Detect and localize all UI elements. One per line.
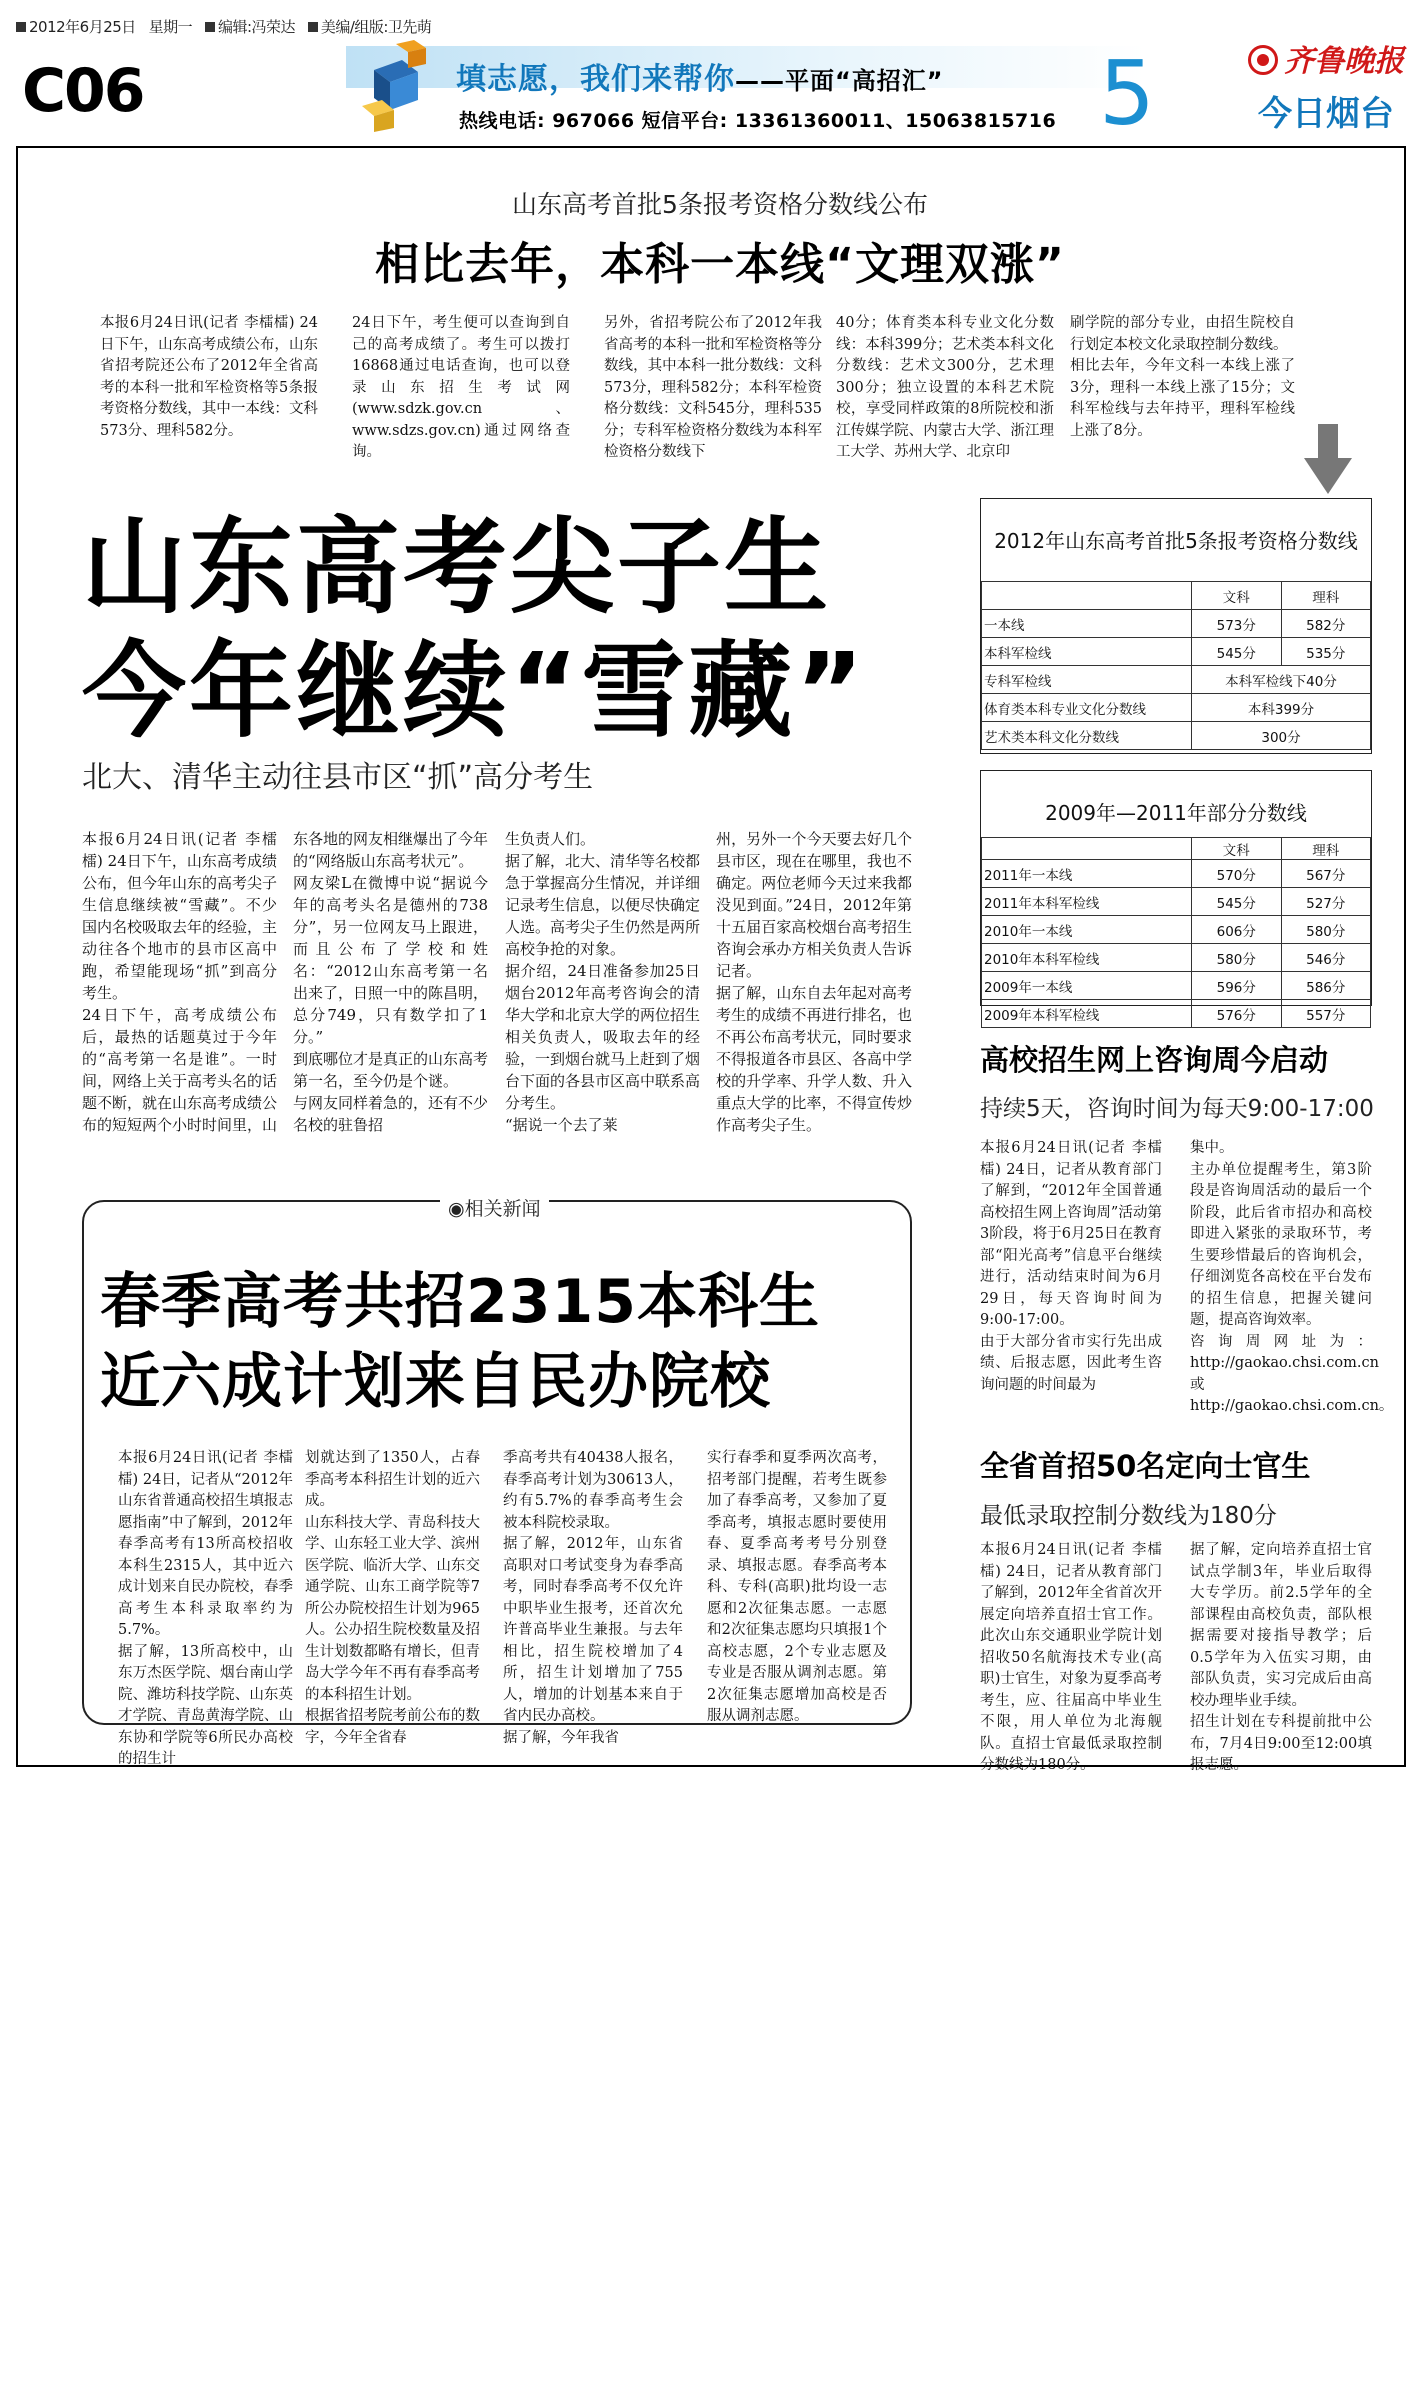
designer-credit: 美编/组版:卫先萌 <box>320 18 432 36</box>
story2-deck: 北大、清华主动往县市区“抓”高分考生 <box>82 760 594 795</box>
table-cell: 理科 <box>1281 838 1371 860</box>
table1-grid <box>981 581 1371 750</box>
table-cell: 2010年一本线 <box>982 916 1192 944</box>
table-header-row <box>982 838 1371 860</box>
edition-name: 今日烟台 <box>1258 94 1394 134</box>
logo-ring-icon <box>1248 45 1278 75</box>
table-cell: 546分 <box>1281 944 1371 972</box>
story5-col2: 据了解，定向培养直招士官试点学制3年，毕业后取得大专学历。前2.5学年的全部课程由高校负责，部队根据需要对接指导教学；后0.5学年为入伍实习期，由部队负责，实习完成后由高校办理毕业手续。 招生计划在专科提前批中公布，7月4日9:00至12:00填报志愿。 <box>1190 1542 1372 1773</box>
table2-grid <box>981 837 1371 1028</box>
masthead-slogan: 填志愿，我们来帮你——平面“高招汇” <box>456 62 944 97</box>
issue-date: 2012年6月25日 <box>29 18 136 36</box>
masthead <box>16 36 1406 145</box>
table-row <box>982 860 1371 888</box>
table-cell: 557分 <box>1281 1000 1371 1028</box>
table-cell: 2011年一本线 <box>982 860 1192 888</box>
story4-col2: 集中。 主办单位提醒考生，第3阶段是咨询周活动的最后一个阶段，此后省市招办和高校即进入紧张的录取环节，考生要珍惜最后的咨询机会，仔细浏览各高校在平台发布的招生信息，把握关键问题，提高咨询效率。 咨询周网址为：http://gaokao.chsi.com.cn或http://gaokao.chsi.com.cn。 <box>1190 1140 1394 1414</box>
table-cell <box>982 838 1192 860</box>
table-header-row <box>982 582 1371 610</box>
story4-col1: 本报6月24日讯(记者 李檑檑) 24日，记者从教育部门了解到，“2012年全国普通高校招生网上咨询周”活动第3阶段，将于6月25日在教育部“阳光高考”信息平台继续进行，活动结束时间为6月29日，每天咨询时间为9:00-17:00。 由于大部分省市实行先出成绩、后报志愿，因此考生咨询问题的时间最为 <box>980 1140 1162 1393</box>
table1-title: 2012年山东高考首批5条报考资格分数线 <box>994 529 1358 553</box>
story3-col2: 划就达到了1350人，占春季高考本科招生计划的近六成。 山东科技大学、青岛科技大学、山东轻工业大学、滨州医学院、临沂大学、山东交通学院、山东工商学院等7所公办院校招生计划为965人。公办招生院校数量及招生计划数都略有增长，但青岛大学今年不再有春季高考的本科招生计划。 根据省招考院考前公布的数字，今年全省春 <box>305 1450 480 1746</box>
table-row <box>982 694 1371 722</box>
newspaper-logo: 齐鲁晚报 <box>1248 36 1404 80</box>
story5-headline: 全省首招50名定向士官生 <box>980 1449 1311 1483</box>
story1-kicker: 山东高考首批5条报考资格分数线公布 <box>512 190 928 219</box>
table-cell: 573分 <box>1192 610 1282 638</box>
table-cell: 艺术类本科文化分数线 <box>982 722 1192 750</box>
circle-mark-icon: ◉ <box>448 1198 465 1220</box>
story2-headline <box>82 505 867 753</box>
hotline-text: 热线电话: 967066 短信平台: 13361360011、15063815716 <box>459 110 1057 132</box>
top-info-bar <box>16 16 1406 38</box>
table-cell: 2009年一本线 <box>982 972 1192 1000</box>
related-news-label: ◉相关新闻 <box>440 1194 549 1221</box>
bullet-square-icon <box>308 22 318 32</box>
table-cell: 570分 <box>1192 860 1282 888</box>
story2-headline-line2: 今年继续“雪藏” <box>82 630 867 752</box>
table-row <box>982 916 1371 944</box>
story1-col5: 刷学院的部分专业，由招生院校自行划定本校文化录取控制分数线。 相比去年，今年文科一本线上涨了3分，理科一本线上涨了15分；文科军检线与去年持平，理科军检线上涨了8分。 <box>1070 315 1295 439</box>
table-cell: 527分 <box>1281 888 1371 916</box>
story3-col1: 本报6月24日讯(记者 李檑檑) 24日，记者从“2012年山东省普通高校招生填报志愿指南”中了解到，2012年春季高考有13所高校招收本科生2315人，其中近六成计划来自民办院校，春季高考生本科录取率约为5.7%。 据了解，13所高校中，山东万杰医学院、烟台南山学院、潍坊科技学院、山东英才学院、青岛黄海学院、山东协和学院等6所民办高校的招生计 <box>118 1450 293 1767</box>
table-cell: 本科军检线 <box>982 638 1192 666</box>
page-code: C06 <box>22 56 144 126</box>
story1-headline: 相比去年，本科一本线“文理双涨” <box>375 239 1065 290</box>
table-cell: 567分 <box>1281 860 1371 888</box>
table-cell: 545分 <box>1192 638 1282 666</box>
table2-title: 2009年—2011年部分分数线 <box>1045 801 1307 825</box>
editor-credit: 编辑:冯荣达 <box>217 18 296 36</box>
table-row <box>982 666 1371 694</box>
table-row <box>982 888 1371 916</box>
table-cell: 专科军检线 <box>982 666 1192 694</box>
score-table-2009-2011 <box>980 770 1372 1024</box>
story3-col4: 实行春季和夏季两次高考，招考部门提醒，若考生既参加了春季高考，又参加了夏季高考，填报志愿时要使用春、夏季高考考号分别登录、填报志愿。春季高考本科、专科(高职)批均设一志愿和2次征集志愿。一志愿和2次征集志愿均只填报1个高校志愿，2个专业志愿及专业是否服从调剂志愿。第2次征集志愿增加高校是否服从调剂志愿。 <box>707 1450 887 1724</box>
story1-col4: 40分；体育类本科专业文化分数线：本科399分；艺术类本科文化分数线：艺术文300分，艺术理300分；独立设置的本科艺术院校，享受同样政策的8所院校和浙江传媒学院、内蒙古大学、浙江理工大学、苏州大学、北京印 <box>836 315 1054 460</box>
table-cell: 586分 <box>1281 972 1371 1000</box>
table-cell: 580分 <box>1281 916 1371 944</box>
story2-col1: 本报6月24日讯(记者 李檑檑) 24日下午，山东高考成绩公布，但今年山东的高考尖子生信息继续被“雪藏”。不少国内名校吸取去年的经验，主动往各个地市的县市区高中跑，希望能现场“抓”到高分考生。 24日下午，高考成绩公布后，最热的话题莫过于今年的“高考第一名是谁”。一时间，网络上关于高考头名的话题不断，就在山东高考成绩公布的短短两个小时时间里，山 <box>82 830 278 1134</box>
table-cell: 300分 <box>1192 722 1371 750</box>
table-cell: 606分 <box>1192 916 1282 944</box>
table-cell: 本科军检线下40分 <box>1192 666 1371 694</box>
table-cell: 文科 <box>1192 838 1282 860</box>
table-row <box>982 638 1371 666</box>
story3-col3: 季高考共有40438人报名，春季高考计划为30613人，约有5.7%的春季高考生会被本科院校录取。 据了解，2012年，山东省高职对口考试变身为春季高考，同时春季高考不仅允许中职毕业生报考，还首次允许普高毕业生兼报。与去年相比，招生院校增加了4所，招生计划增加了755人，增加的计划基本来自于省内民办高校。 据了解，今年我省 <box>503 1450 683 1746</box>
table-cell: 2010年本科军检线 <box>982 944 1192 972</box>
table-cell: 2011年本科军检线 <box>982 888 1192 916</box>
table-cell: 文科 <box>1192 582 1282 610</box>
story1-col3: 另外，省招考院公布了2012年我省高考的本科一批和军检资格等分数线，其中本科一批分数线：文科573分，理科582分；本科军检资格分数线：文科545分，理科535分；专科军检资格分数线为本科军检资格分数线下 <box>604 315 822 460</box>
table-cell: 一本线 <box>982 610 1192 638</box>
story3-headline <box>100 1262 820 1422</box>
table-cell: 582分 <box>1281 610 1371 638</box>
story3-headline-line1: 春季高考共招2315本科生 <box>100 1267 820 1337</box>
story2-col4: 州，另外一个今天要去好几个县市区，现在在哪里，我也不确定。两位老师今天过来我都没见到面。”24日，2012年第十五届百家高校烟台高考招生咨询会承办方相关负责人告诉记者。 据了解，山东自去年起对高考考生的成绩不再进行排名，也不再公布高考状元，同时要求不得报道各市县区、各高中学校的升学率、升学人数、升入重点大学的比率，不得宣传炒作高考尖子生。 <box>716 830 912 1134</box>
table-row <box>982 610 1371 638</box>
story5-col1: 本报6月24日讯(记者 李檑檑) 24日，记者从教育部门了解到，2012年全省首次开展定向培养直招士官工作。此次山东交通职业学院计划招收50名航海技术专业(高职)士官生，对象为夏季高考考生，应、往届高中毕业生不限，用人单位为北海舰队。直招士官最低录取控制分数线为180分。 <box>980 1542 1162 1773</box>
story2-col3: 生负责人们。 据了解，北大、清华等名校都急于掌握高分生情况，并详细记录考生信息，以便尽快确定人选。高考尖子生仍然是两所高校争抢的对象。 据介绍，24日准备参加25日烟台2012年高考咨询会的清华大学和北京大学的两位招生相关负责人，吸取去年的经验，一到烟台就马上赶到了烟台下面的各县市区高中联系高分考生。 “据说一个去了莱 <box>505 830 701 1134</box>
bullet-square-icon <box>16 22 26 32</box>
bullet-square-icon <box>205 22 215 32</box>
score-table-2012 <box>980 498 1372 754</box>
story4-deck: 持续5天，咨询时间为每天9:00-17:00 <box>980 1096 1374 1122</box>
story3-headline-line2: 近六成计划来自民办院校 <box>100 1347 771 1417</box>
table-cell: 2009年本科军检线 <box>982 1000 1192 1028</box>
story1-col2: 24日下午，考生便可以查询到自己的高考成绩了。考生可以拨打16868通过电话查询，也可以登录山东招生考试网(www.sdzk.gov.cn、www.sdzs.gov.cn)通过网络查询。 <box>352 315 570 460</box>
table-cell: 580分 <box>1192 944 1282 972</box>
table-cell: 596分 <box>1192 972 1282 1000</box>
table-row <box>982 972 1371 1000</box>
table-cell: 535分 <box>1281 638 1371 666</box>
cube-logo-icon <box>356 40 436 132</box>
table-cell: 理科 <box>1281 582 1371 610</box>
story1-col1: 本报6月24日讯(记者 李檑檑) 24日下午，山东高考成绩公布，山东省招考院还公布了2012年全省高考的本科一批和军检资格等5条报考资格分数线，其中一本线：文科573分、理科582分。 <box>100 315 318 439</box>
story5-deck: 最低录取控制分数线为180分 <box>980 1503 1277 1529</box>
down-arrow-icon <box>1304 424 1352 494</box>
table-row <box>982 944 1371 972</box>
table-cell: 576分 <box>1192 1000 1282 1028</box>
masthead-slogan-tail: ——平面“高招汇” <box>735 67 944 95</box>
story4-headline: 高校招生网上咨询周今启动 <box>980 1043 1329 1077</box>
table-row <box>982 1000 1371 1028</box>
series-number: 5 <box>1099 42 1155 145</box>
table-cell: 体育类本科专业文化分数线 <box>982 694 1192 722</box>
issue-weekday: 星期一 <box>148 18 193 36</box>
story2-headline-line1: 山东高考尖子生 <box>82 506 832 628</box>
table-cell: 本科399分 <box>1192 694 1371 722</box>
table-cell: 545分 <box>1192 888 1282 916</box>
story2-col2: 东各地的网友相继爆出了今年的“网络版山东高考状元”。 网友梁L在微博中说“据说今年的高考头名是德州的738分”，另一位网友马上跟进，而且公布了学校和姓名：“2012山东高考第一名出来了，日照一中的陈昌明，总分749，只有数学扣了1分。” 到底哪位才是真正的山东高考第一名，至今仍是个谜。 与网友同样着急的，还有不少名校的驻鲁招 <box>293 830 489 1134</box>
table-cell <box>982 582 1192 610</box>
table-row <box>982 722 1371 750</box>
